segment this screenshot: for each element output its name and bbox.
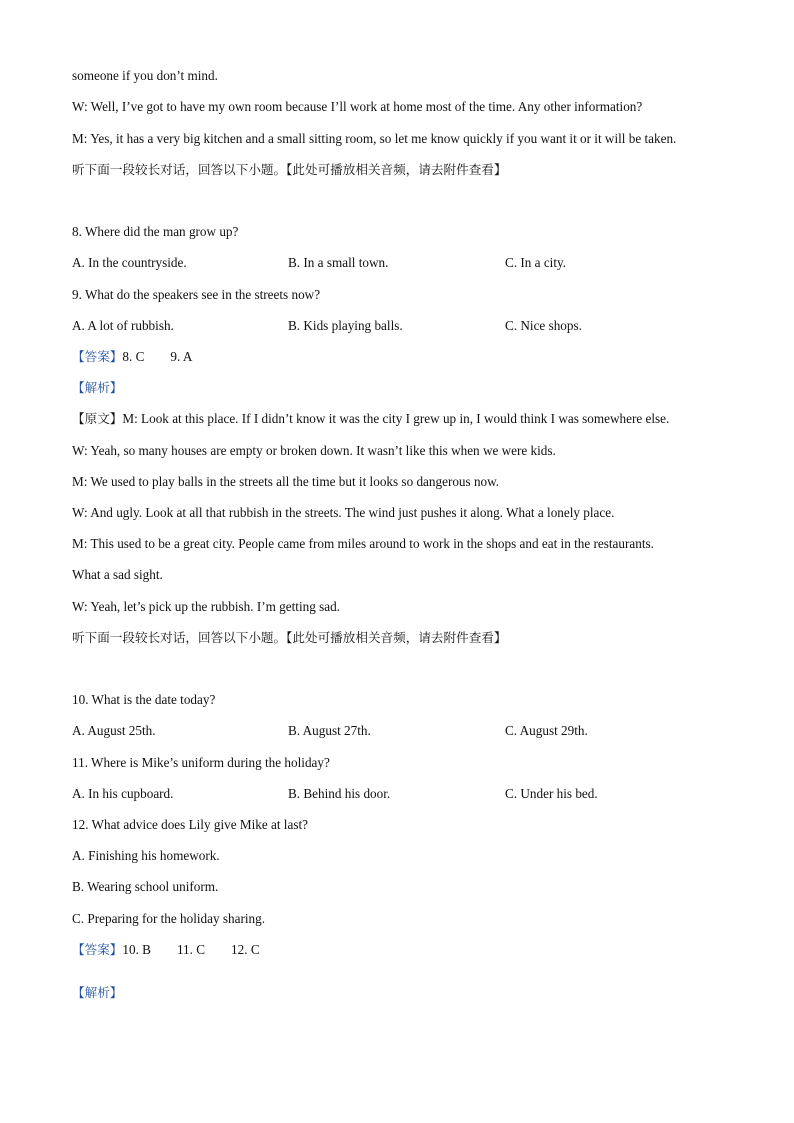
script-line: W: Yeah, let’s pick up the rubbish. I’m getting sad. <box>72 599 340 614</box>
dialogue-line: W: Well, I’ve got to have my own room because I’ll work at home most of the time. Any other information? <box>72 99 643 114</box>
q10-option-a: A. August 25th. <box>72 723 156 738</box>
question-8: 8. Where did the man grow up? <box>72 224 239 239</box>
script-line: W: Yeah, so many houses are empty or broken down. It wasn’t like this when we were kids. <box>72 443 556 458</box>
question-12: 12. What advice does Lily give Mike at last? <box>72 817 308 832</box>
q8-option-b: B. In a small town. <box>288 255 389 270</box>
answer-tag: 【答案】 <box>72 942 123 957</box>
answer-11: 11. C <box>176 942 206 957</box>
q10-option-c: C. August 29th. <box>505 723 588 738</box>
answer-12: 12. C <box>231 942 260 957</box>
q12-option-c: C. Preparing for the holiday sharing. <box>72 911 266 926</box>
script-line: M: We used to play balls in the streets all the time but it looks so dangerous now. <box>72 474 500 489</box>
analysis-tag: 【解析】 <box>72 985 123 1000</box>
script-line: What a sad sight. <box>72 567 163 582</box>
answer-line-2 <box>72 942 260 958</box>
answer-10: 10. B <box>122 942 151 957</box>
question-9: 9. What do the speakers see in the streets now? <box>72 287 321 302</box>
q8-option-c: C. In a city. <box>505 255 567 270</box>
answer-8: 8. C <box>122 349 145 364</box>
audio-instruction: 听下面一段较长对话，回答以下小题。【此处可播放相关音频，请去附件查看】 <box>72 162 507 177</box>
q9-option-c: C. Nice shops. <box>505 318 582 333</box>
q8-option-a: A. In the countryside. <box>72 255 187 270</box>
q10-option-b: B. August 27th. <box>288 723 371 738</box>
question-10: 10. What is the date today? <box>72 692 216 707</box>
answer-9: 9. A <box>170 349 193 364</box>
answer-tag: 【答案】 <box>72 349 123 364</box>
script-line: 【原文】M: Look at this place. If I didn’t know it was the city I grew up in, I would think I was somewhere else. <box>72 411 670 426</box>
q11-option-b: B. Behind his door. <box>288 786 391 801</box>
q11-option-a: A. In his cupboard. <box>72 786 174 801</box>
question-11: 11. Where is Mike’s uniform during the holiday? <box>72 755 330 770</box>
analysis-tag: 【解析】 <box>72 380 123 395</box>
script-line: M: This used to be a great city. People came from miles around to work in the shops and eat in the restaurants. <box>72 536 654 551</box>
script-line: W: And ugly. Look at all that rubbish in the streets. The wind just pushes it along. What a lonely place. <box>72 505 615 520</box>
dialogue-line: someone if you don’t mind. <box>72 68 218 83</box>
q11-option-c: C. Under his bed. <box>505 786 598 801</box>
dialogue-line: M: Yes, it has a very big kitchen and a small sitting room, so let me know quickly if you want it or it will be taken. <box>72 131 677 146</box>
script-tag: 【原文】 <box>72 411 123 426</box>
audio-instruction: 听下面一段较长对话，回答以下小题。【此处可播放相关音频，请去附件查看】 <box>72 630 507 645</box>
q12-option-b: B. Wearing school uniform. <box>72 879 219 894</box>
q9-option-a: A. A lot of rubbish. <box>72 318 174 333</box>
q9-option-b: B. Kids playing balls. <box>288 318 403 333</box>
answer-line-1 <box>72 349 192 365</box>
q12-option-a: A. Finishing his homework. <box>72 848 220 863</box>
